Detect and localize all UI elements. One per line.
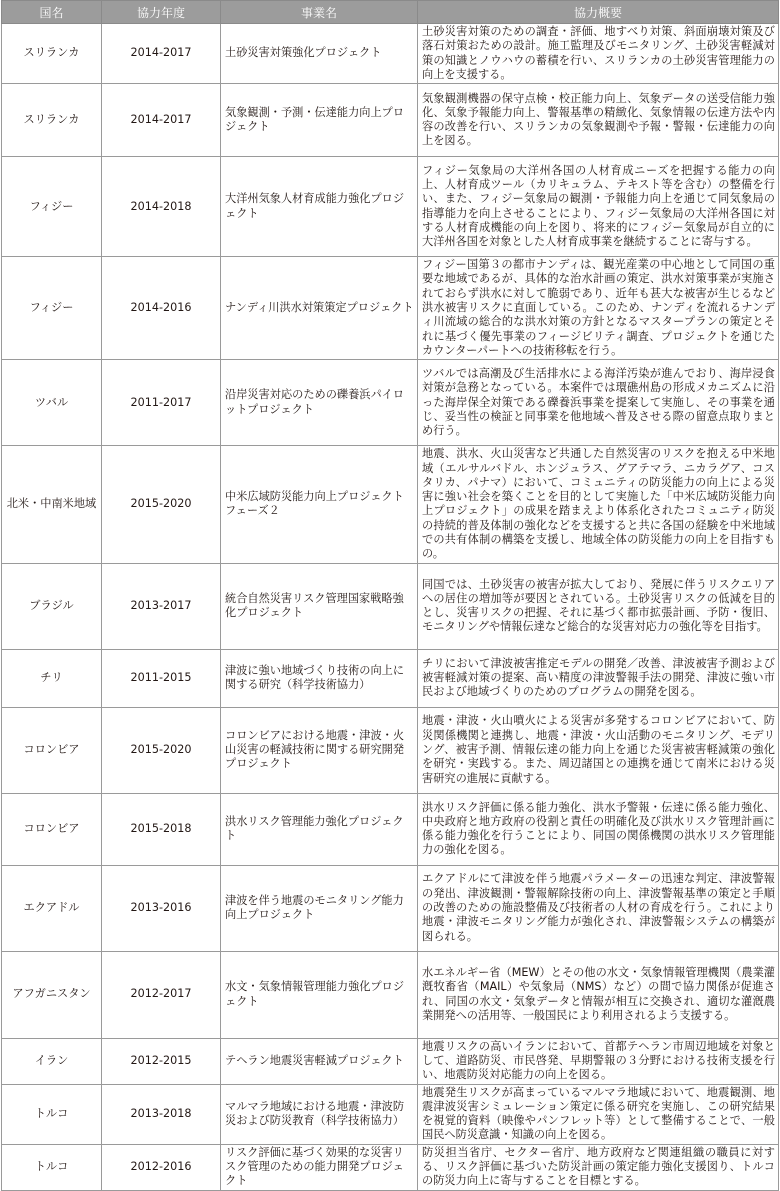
country-cell: トルコ — [2, 1144, 102, 1190]
header-project: 事業名 — [221, 1, 418, 24]
summary-cell: 同国では、土砂災害の被害が拡大しており、発展に伴うリスクエリアへの居住の増加等が要因とされている。土砂災害リスクの低減を目的とし、災害リスクの把握、それに基づく都市拡張計画、予防・復旧、モニタリングや情報伝達など総合的な災害対応力の強化等を目指す。 — [418, 563, 779, 649]
project-name-cell: 水文・気象情報管理能力強化プロジェクト — [221, 951, 418, 1038]
summary-cell: チリにおいて津波被害推定モデルの開発／改善、津波被害予測および被害軽減対策の提案、高い精度の津波警報手法の開発、津波に強い市民および地域づくりのためのプログラムの開発を図る。 — [418, 649, 779, 707]
country-cell: コロンビア — [2, 707, 102, 793]
year-cell: 2015-2020 — [102, 707, 221, 793]
year-cell: 2011-2017 — [102, 360, 221, 446]
table-row — [2, 865, 779, 951]
country-cell: コロンビア — [2, 793, 102, 865]
year-cell: 2013-2017 — [102, 563, 221, 649]
country-cell: アフガニスタン — [2, 951, 102, 1038]
year-cell: 2012-2017 — [102, 951, 221, 1038]
summary-cell: 防災担当省庁、セクター省庁、地方政府など関連組織の職員に対する、リスク評価に基づいた防災計画の策定能力強化支援図り、トルコの防災力向上に寄与することを目標とする。 — [418, 1144, 779, 1190]
summary-cell: 洪水リスク評価に係る能力強化、洪水予警報・伝達に係る能力強化、中央政府と地方政府の役割と責任の明確化及び洪水リスク管理計画に係る能力強化を行うことにより、同国の関係機関の洪水リスク管理能力の強化を図る。 — [418, 793, 779, 865]
summary-cell: 気象観測機器の保守点検・校正能力向上、気象データの送受信能力強化、気象予報能力向上、警報基準の精緻化、気象情報の伝達方法や内容の改善を行い、スリランカの気象観測や予報・警報・伝達能力の向上を図る。 — [418, 84, 779, 157]
country-cell: イラン — [2, 1038, 102, 1084]
summary-cell: 地震・津波・火山噴火による災害が多発するコロンビアにおいて、防災関係機関と連携し、地震・津波・火山活動のモニタリング、モデリング、被害予測、情報伝達の能力向上を通じた災害被害軽減策の強化を研究・実践する。また、周辺諸国との連携を通じて南米における災害研究の進展に貢献する。 — [418, 707, 779, 793]
summary-cell: 水エネルギー省（MEW）とその他の水文・気象情報管理機関（農業灌漑牧畜省（MAIL）や気象局（NMS）など）の間で協力関係が促進され、同国の水文・気象データと情報が相互に交換され、適切な灌漑農業開発への活用等、一般国民により利用されるよう支援する。 — [418, 951, 779, 1038]
project-name-cell: 気象観測・予測・伝達能力向上プロジェクト — [221, 84, 418, 157]
project-name-cell: 沿岸災害対応のための礫養浜パイロットプロジェクト — [221, 360, 418, 446]
project-name-cell: 統合自然災害リスク管理国家戦略強化プロジェクト — [221, 563, 418, 649]
table-row — [2, 563, 779, 649]
table-row — [2, 257, 779, 360]
country-cell: ブラジル — [2, 563, 102, 649]
table-row — [2, 157, 779, 257]
year-cell: 2011-2015 — [102, 649, 221, 707]
year-cell: 2014-2018 — [102, 157, 221, 257]
summary-cell: 地震、洪水、火山災害など共通した自然災害のリスクを抱える中米地域（エルサルバドル、ホンジュラス、グアテマラ、ニカラグア、コスタリカ、パナマ）において、コミュニティの防災能力の向上による災害に強い社会を築くことを目的として実施した「中米広域防災能力向上プロジェクト」の成果を踏まえより体系化されたコミュニティ防災の持続的普及体制の強化などを支援すると共に各国の経験を中米地域での共有体制の構築を支援し、地域全体の防災能力の向上を目指すもの。 — [418, 446, 779, 563]
year-cell: 2014-2017 — [102, 24, 221, 84]
header-year: 協力年度 — [102, 1, 221, 24]
summary-cell: フィジー気象局の大洋州各国の人材育成ニーズを把握する能力の向上、人材育成ツール（カリキュラム、テキスト等を含む）の整備を行い、また、フィジー気象局の観測・予報能力向上を通じて同気象局の指導能力を向上させることにより、フィジー気象局の大洋州各国に対する人材育成機能の向上を図り、将来的にフィジー気象局が自立的に大洋州各国を対象とした人材育成事業を継続することに寄与する。 — [418, 157, 779, 257]
summary-cell: フィジー国第３の都市ナンディは、観光産業の中心地として同国の重要な地域であるが、具体的な治水計画の策定、洪水対策事業が実施されておらず洪水に対して脆弱であり、近年も甚大な被害が生じるなど洪水被害リスクに直面している。このため、ナンディを流れるナンディ川流域の総合的な洪水対策の方針となるマスタープランの策定とそれに基づく優先事業のフィージビリティ調査、プロジェクトを通じたカウンターパートへの技術移転を行う。 — [418, 257, 779, 360]
project-name-cell: 中米広域防災能力向上プロジェクトフェーズ２ — [221, 446, 418, 563]
table-row — [2, 951, 779, 1038]
year-cell: 2015-2018 — [102, 793, 221, 865]
table-row — [2, 84, 779, 157]
country-cell: フィジー — [2, 157, 102, 257]
table-row — [2, 1038, 779, 1084]
project-name-cell: 土砂災害対策強化プロジェクト — [221, 24, 418, 84]
table-row — [2, 360, 779, 446]
table-header-row — [2, 1, 779, 24]
summary-cell: 地震発生リスクが高まっているマルマラ地域において、地震観測、地震津波災害シミュレーション策定に係る研究を実施し、この研究結果を視覚的資料（映像やパンフレット等）として整備することで、一般国民へ防災意識・知識の向上を図る。 — [418, 1084, 779, 1144]
country-cell: スリランカ — [2, 84, 102, 157]
country-cell: エクアドル — [2, 865, 102, 951]
year-cell: 2015-2020 — [102, 446, 221, 563]
table-row — [2, 1084, 779, 1144]
table-row — [2, 793, 779, 865]
table-row — [2, 446, 779, 563]
country-cell: チリ — [2, 649, 102, 707]
cooperation-table — [1, 0, 779, 1191]
summary-cell: 土砂災害対策のための調査・評価、地すべり対策、斜面崩壊対策及び落石対策おための設計。施工監理及びモニタリング、土砂災害軽減対策の知識とノウハウの蓄積を行い、スリランカの土砂災害管理能力の向上を支援する。 — [418, 24, 779, 84]
project-name-cell: リスク評価に基づく効果的な災害リスク管理のための能力開発プロジェクト — [221, 1144, 418, 1190]
project-name-cell: 津波に強い地域づくり技術の向上に関する研究（科学技術協力） — [221, 649, 418, 707]
summary-cell: 地震リスクの高いイランにおいて、首都テヘラン市周辺地域を対象として、道路防災、市民啓発、早期警報の３分野における技術支援を行い、地震防災対応能力の向上を図る。 — [418, 1038, 779, 1084]
table-row — [2, 649, 779, 707]
country-cell: トルコ — [2, 1084, 102, 1144]
year-cell: 2014-2017 — [102, 84, 221, 157]
project-name-cell: 津波を伴う地震のモニタリング能力向上プロジェクト — [221, 865, 418, 951]
table-row — [2, 1144, 779, 1190]
project-name-cell: テヘラン地震災害軽減プロジェクト — [221, 1038, 418, 1084]
table-body — [2, 24, 779, 1191]
year-cell: 2014-2016 — [102, 257, 221, 360]
year-cell: 2012-2016 — [102, 1144, 221, 1190]
country-cell: 北米・中南米地域 — [2, 446, 102, 563]
summary-cell: エクアドルにて津波を伴う地震パラメーターの迅速な判定、津波警報の発出、津波観測・警報解除技術の向上、津波警報基準の策定と手順の改善のための施設整備及び技術者の人材の育成を行う。これにより地震・津波モニタリング能力が強化され、津波警報システムの構築が図られる。 — [418, 865, 779, 951]
summary-cell: ツバルでは高潮及び生活排水による海洋汚染が進んでおり、海岸浸食対策が急務となっている。本案件では環礁州島の形成メカニズムに沿った海岸保全対策である礫養浜事業を提案して実施し、その事業を通じ、妥当性の検証と同事業を他地域へ普及させる際の留意点取りまとめ行う。 — [418, 360, 779, 446]
header-summary: 協力概要 — [418, 1, 779, 24]
year-cell: 2013-2018 — [102, 1084, 221, 1144]
project-name-cell: マルマラ地域における地震・津波防災および防災教育（科学技術協力） — [221, 1084, 418, 1144]
table-row — [2, 24, 779, 84]
table-row — [2, 707, 779, 793]
project-name-cell: ナンディ川洪水対策策定プロジェクト — [221, 257, 418, 360]
project-name-cell: 洪水リスク管理能力強化プロジェクト — [221, 793, 418, 865]
year-cell: 2013-2016 — [102, 865, 221, 951]
header-country: 国名 — [2, 1, 102, 24]
year-cell: 2012-2015 — [102, 1038, 221, 1084]
country-cell: ツバル — [2, 360, 102, 446]
country-cell: フィジー — [2, 257, 102, 360]
project-name-cell: コロンビアにおける地震・津波・火山災害の軽減技術に関する研究開発プロジェクト — [221, 707, 418, 793]
project-name-cell: 大洋州気象人材育成能力強化プロジェクト — [221, 157, 418, 257]
country-cell: スリランカ — [2, 24, 102, 84]
